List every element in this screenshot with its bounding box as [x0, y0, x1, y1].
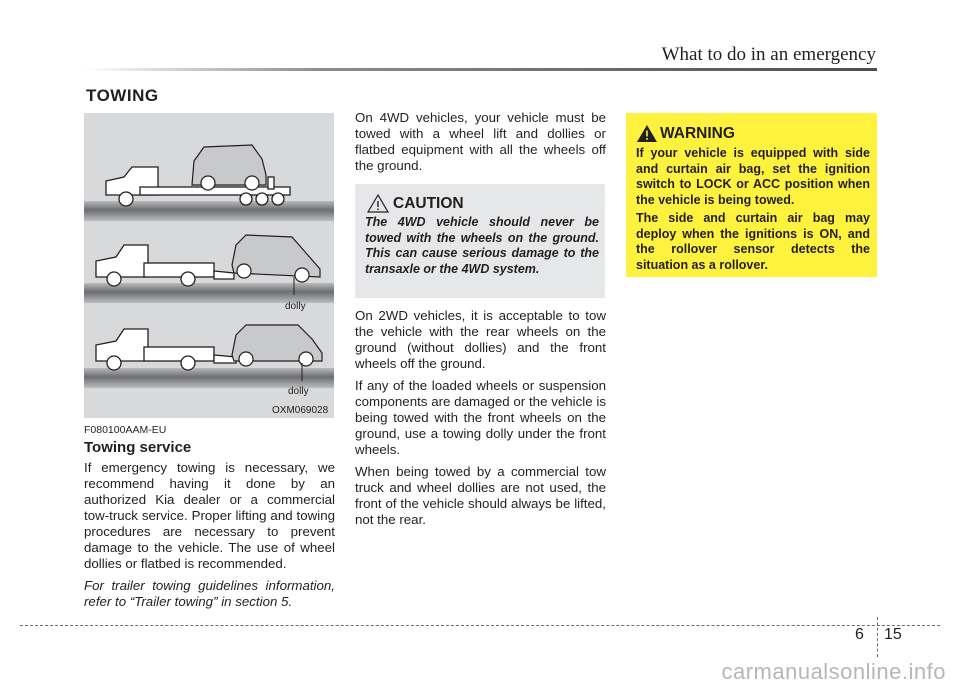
paragraph: When being towed by a commercial tow truck and wheel dollies are not used, the front of the vehicle should always be lifted, not the rear. [355, 464, 606, 527]
section-title: TOWING [86, 86, 159, 105]
column-2-text [355, 308, 606, 534]
running-header: What to do in an emergency [661, 44, 876, 65]
paragraph: On 2WD vehicles, it is acceptable to tow the vehicle with the rear wheels on the ground (without dollies) and the front wheels off the ground. [355, 308, 606, 371]
caution-body: The 4WD vehicle should never be towed with the wheels on the ground. This can cause serious damage to the transaxle or the 4WD system. [365, 215, 599, 276]
footer-rule [20, 625, 940, 626]
dolly-tow-truck [96, 329, 236, 370]
warning-paragraph: If your vehicle is equipped with side and curtain air bag, set the ignition switch to LOCK or ACC position when the vehicle is being towed. [636, 146, 870, 207]
wheel-lift-truck [96, 245, 234, 286]
warning-box [626, 113, 877, 277]
towing-illustration [84, 113, 334, 418]
page-number: 15 [884, 626, 902, 643]
chapter-number: 6 [855, 626, 864, 643]
warning-triangle-icon [636, 124, 658, 143]
caution-box [355, 184, 605, 298]
road-strip-3 [84, 368, 334, 388]
suv-on-flatbed [192, 145, 266, 190]
road-strip-2 [84, 283, 334, 303]
suv-on-dollies [232, 325, 322, 366]
figure-code: OXM069028 [272, 405, 329, 416]
dolly-label-1: dolly [285, 301, 306, 312]
paragraph: If emergency towing is necessary, we recommend having it done by an authorized Kia dealer or a commercial tow-truck service. Proper lifting and towing procedures are necessary to prevent damage to the vehicle. The use of wheel dollies or flatbed is recommended. [84, 460, 335, 571]
caution-triangle-icon [366, 193, 390, 213]
towing-illustration-svg [84, 113, 334, 418]
header-rule [84, 68, 877, 71]
column-1-text [84, 460, 335, 616]
paragraph: If any of the loaded wheels or suspension components are damaged or the vehicle is being towed with the front wheels on the ground, use a towing dolly under the front wheels. [355, 378, 606, 457]
column-2-intro [355, 110, 606, 180]
reference-code: F080100AAM-EU [84, 424, 167, 436]
caution-title: CAUTION [393, 195, 464, 212]
watermark: carmanualsonline.info [721, 659, 946, 684]
suv-wheel-lift [232, 235, 320, 282]
footer-divider [877, 617, 878, 657]
warning-body [636, 146, 870, 276]
warning-paragraph: The side and curtain air bag may deploy when the ignitions is ON, and the rollover sensor detects the situation as a rollover. [636, 211, 870, 272]
warning-title: WARNING [660, 125, 735, 142]
paragraph: On 4WD vehicles, your vehicle must be towed with a wheel lift and dollies or flatbed equipment with all the wheels off the ground. [355, 110, 606, 173]
dolly-label-2: dolly [288, 386, 309, 397]
paragraph-note: For trailer towing guidelines information, refer to “Trailer towing” in section 5. [84, 578, 335, 609]
subheading: Towing service [84, 439, 192, 456]
